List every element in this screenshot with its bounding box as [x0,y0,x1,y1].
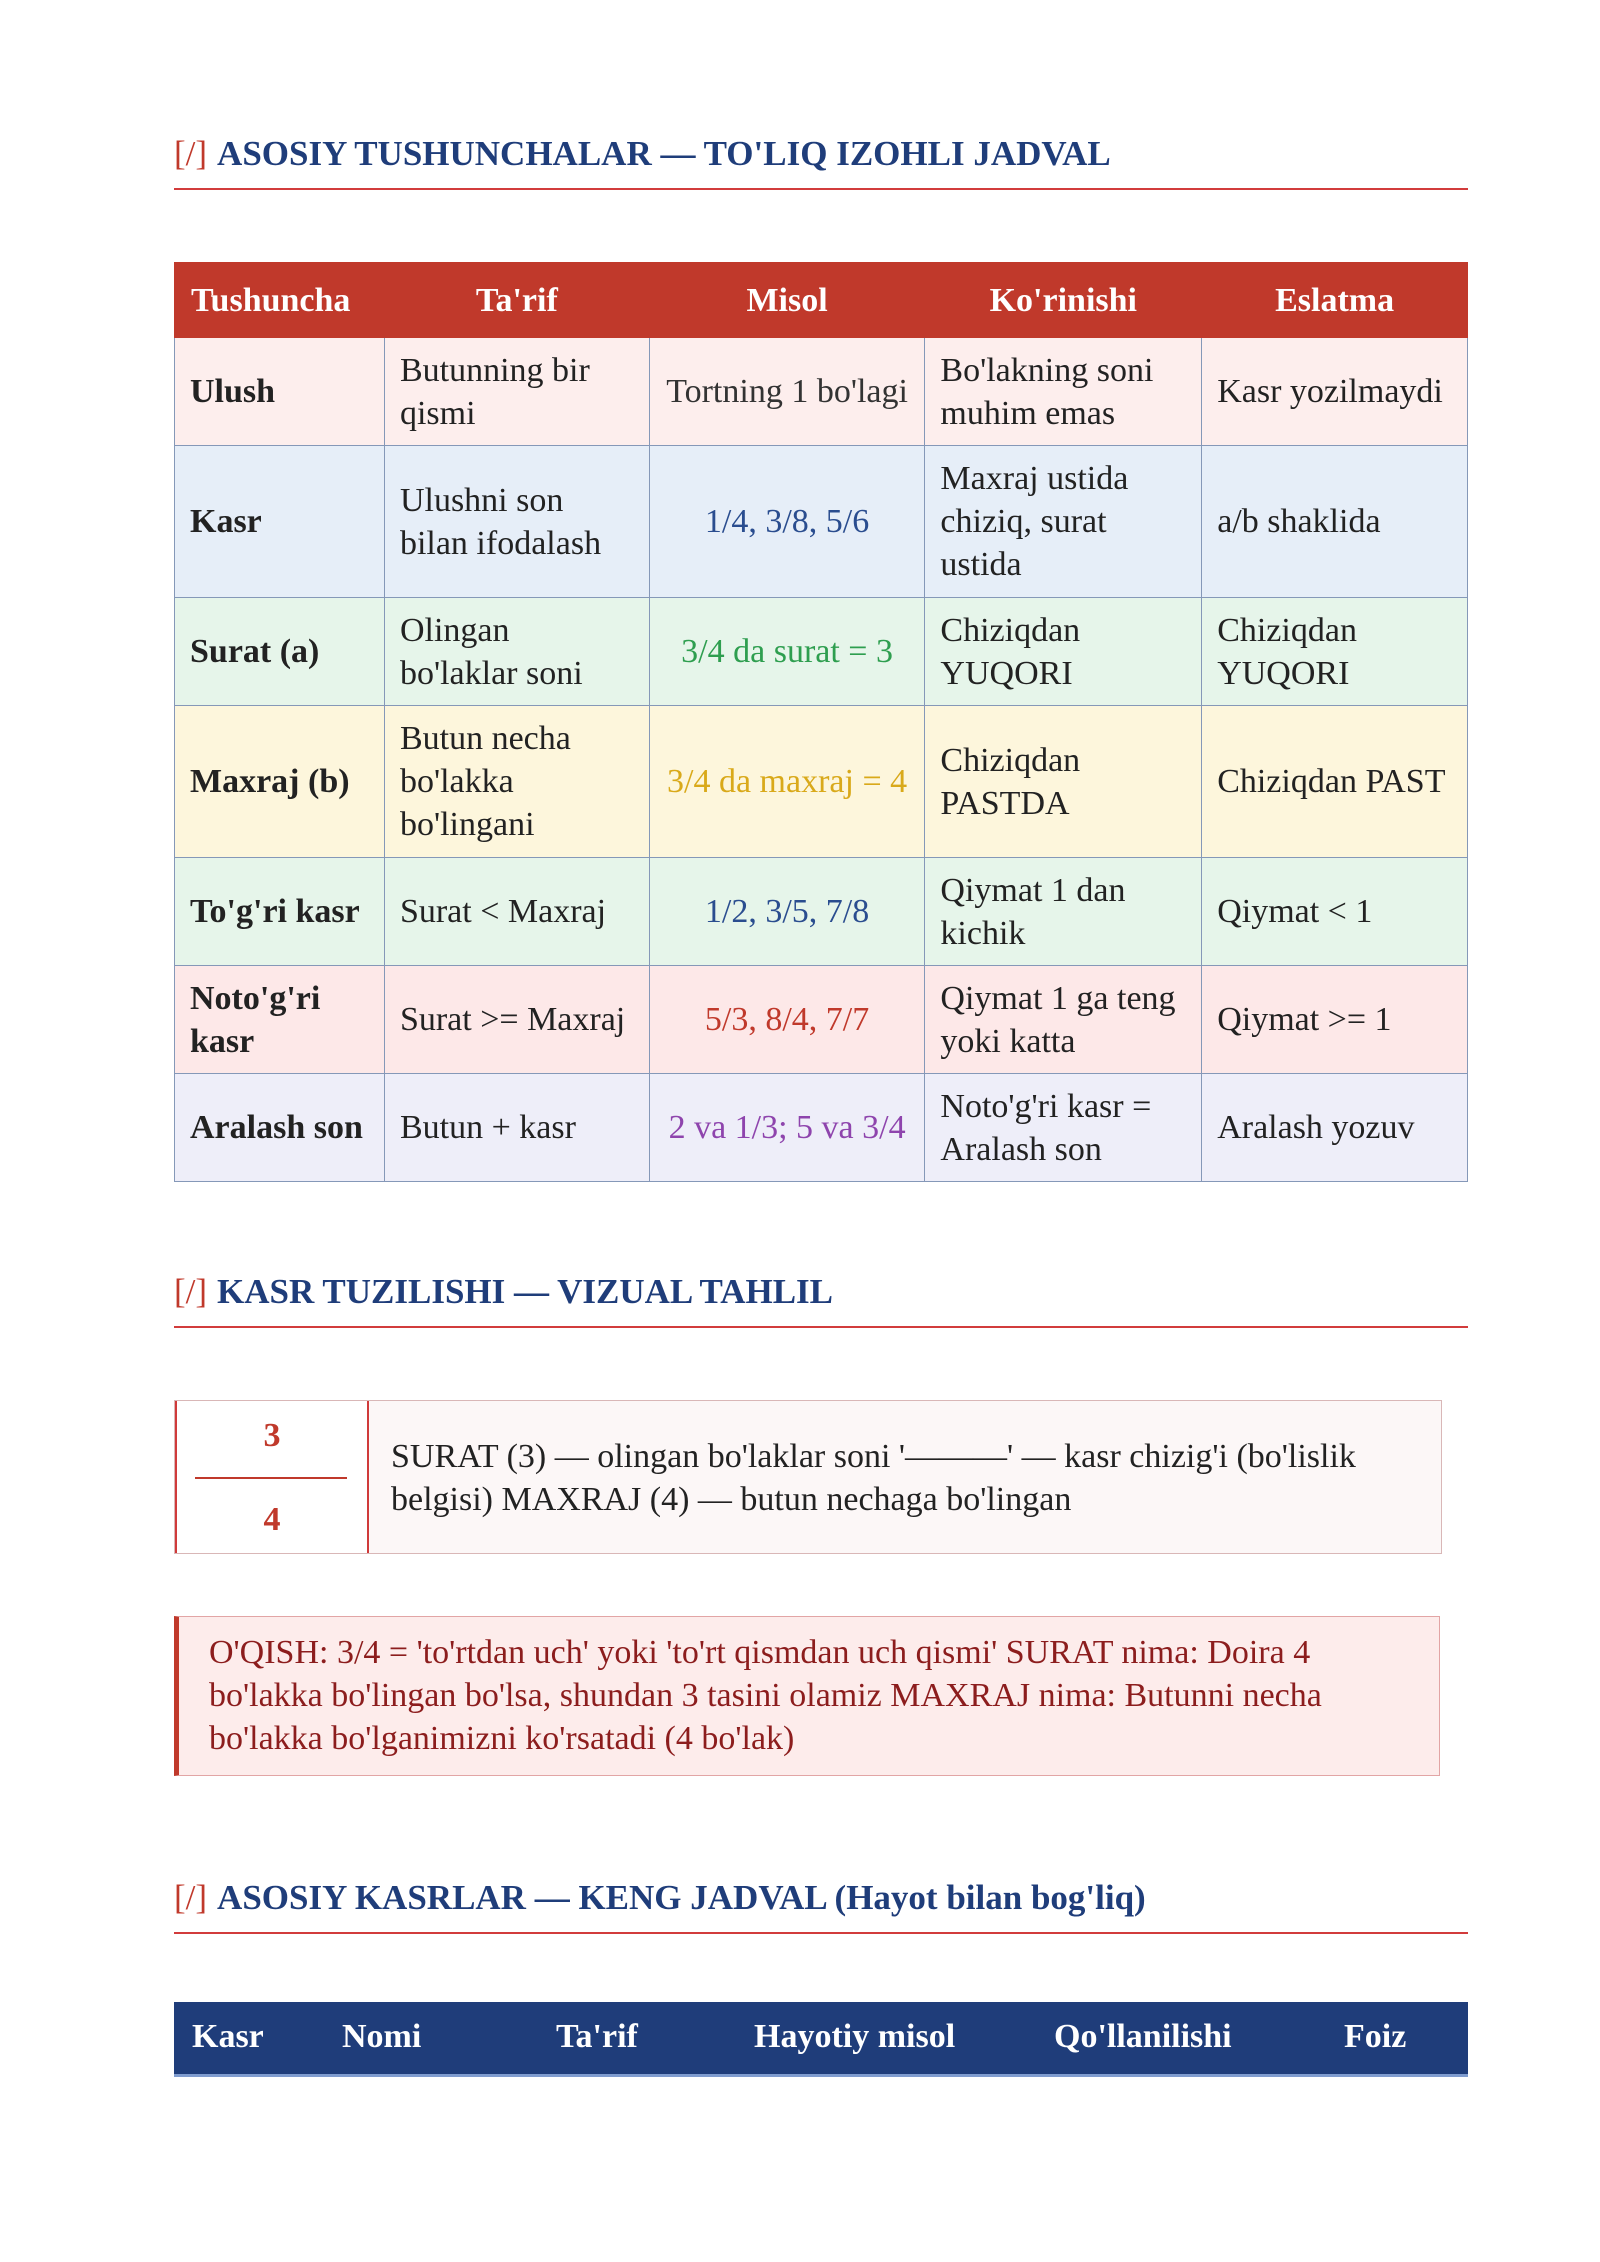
column-header: Eslatma [1202,263,1468,338]
table-cell: Butun + kasr [384,1074,649,1182]
table-cell: Ulushni son bilan ifodalash [384,446,649,598]
table-row [175,446,1468,598]
column-header: Ta'rif [556,2018,638,2055]
section-heading-structure [174,1272,1468,1328]
section-title: KASR TUZILISHI — VIZUAL TAHLIL [217,1272,834,1311]
table-cell: Kasr yozilmaydi [1202,338,1468,446]
column-header: Nomi [342,2018,422,2055]
section-heading-fractions [174,1878,1468,1934]
table-row [175,858,1468,966]
column-header: Tushuncha [175,263,385,338]
column-header: Ko'rinishi [925,263,1202,338]
table-row [175,338,1468,446]
checkmark-icon: [/] [174,1878,208,1917]
column-header: Foiz [1344,2018,1407,2055]
fraction-bar [195,1477,347,1479]
table-cell: Maxraj ustida chiziq, surat ustida [925,446,1202,598]
table-cell: a/b shaklida [1202,446,1468,598]
table-cell: Surat (a) [175,598,385,706]
section-heading-concepts [174,134,1468,190]
table-cell: 1/4, 3/8, 5/6 [649,446,925,598]
table-cell: Olingan bo'laklar soni [384,598,649,706]
checkmark-icon: [/] [174,1272,208,1311]
table-cell: Butun necha bo'lakka bo'lingani [384,706,649,858]
table-cell: Surat >= Maxraj [384,966,649,1074]
table-row [175,1074,1468,1182]
table-cell: To'g'ri kasr [175,858,385,966]
reading-note: O'QISH: 3/4 = 'to'rtdan uch' yoki 'to'rt qismdan uch qismi' SURAT nima: Doira 4 bo'lakka bo'lingan bo'lsa, shundan 3 tasini olamiz MAXRAJ nima: Butunni necha bo'lakka bo'lganimizni ko'rsatadi (4 bo'lak) [174,1616,1440,1776]
table-cell: Maxraj (b) [175,706,385,858]
table-header-row [175,263,1468,338]
fraction-explanation: SURAT (3) — olingan bo'laklar soni '———' — kasr chizig'i (bo'lislik belgisi) MAXRAJ (4) — butun nechaga bo'lingan [391,1438,1356,1518]
column-header: Hayotiy misol [754,2018,956,2055]
table-cell: Aralash yozuv [1202,1074,1468,1182]
column-header: Ta'rif [384,263,649,338]
fraction-diagram [174,1400,1442,1554]
table-cell: 3/4 da surat = 3 [649,598,925,706]
table-cell: Chiziqdan PAST [1202,706,1468,858]
table-row [175,966,1468,1074]
fraction-denominator: 4 [263,1501,281,1538]
table-cell: Qiymat 1 dan kichik [925,858,1202,966]
table-row [175,706,1468,858]
table-cell: Butunning bir qismi [384,338,649,446]
concepts-table [174,262,1468,1182]
table-cell: Chiziqdan PASTDA [925,706,1202,858]
fraction-visual [175,1401,369,1553]
column-header: Misol [649,263,925,338]
table-cell: Tortning 1 bo'lagi [649,338,925,446]
table-cell: Qiymat 1 ga teng yoki katta [925,966,1202,1074]
table-cell: Qiymat >= 1 [1202,966,1468,1074]
section-title: ASOSIY TUSHUNCHALAR — TO'LIQ IZOHLI JADVAL [217,134,1111,173]
table-cell: Bo'lakning soni muhim emas [925,338,1202,446]
table-cell: Surat < Maxraj [384,858,649,966]
table-row [175,598,1468,706]
checkmark-icon: [/] [174,134,208,173]
table-cell: Ulush [175,338,385,446]
table-cell: Noto'g'ri kasr = Aralash son [925,1074,1202,1182]
column-header: Qo'llanilishi [1054,2018,1232,2055]
table-cell: 2 va 1/3; 5 va 3/4 [649,1074,925,1182]
column-header: Kasr [192,2018,264,2055]
section-title: ASOSIY KASRLAR — KENG JADVAL (Hayot bilan bog'liq) [217,1878,1146,1917]
table-cell: Qiymat < 1 [1202,858,1468,966]
fraction-numerator: 3 [263,1417,281,1454]
table-cell: 3/4 da maxraj = 4 [649,706,925,858]
fractions-table-header [174,2002,1468,2077]
table-cell: Kasr [175,446,385,598]
table-cell: Chiziqdan YUQORI [1202,598,1468,706]
table-cell: Aralash son [175,1074,385,1182]
table-cell: Noto'g'ri kasr [175,966,385,1074]
table-cell: 1/2, 3/5, 7/8 [649,858,925,966]
table-cell: Chiziqdan YUQORI [925,598,1202,706]
table-cell: 5/3, 8/4, 7/7 [649,966,925,1074]
